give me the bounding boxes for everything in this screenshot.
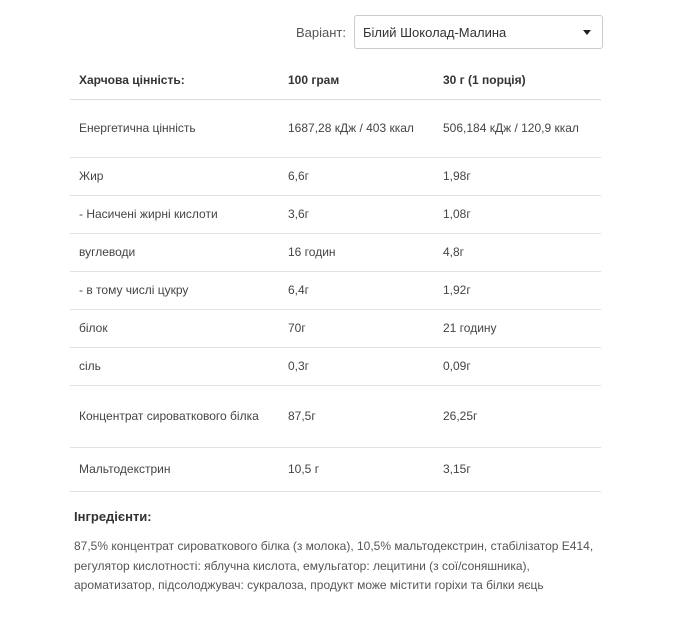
- row-per-100g: 6,6г: [279, 157, 434, 195]
- row-per-100g: 6,4г: [279, 271, 434, 309]
- variant-selected-value: Білий Шоколад-Малина: [363, 24, 507, 40]
- row-per-serving: 26,25г: [434, 385, 601, 447]
- row-name: - Насичені жирні кислоти: [70, 195, 279, 233]
- row-name: - в тому числі цукру: [70, 271, 279, 309]
- row-name: сіль: [70, 347, 279, 385]
- ingredients-title: Інгредієнти:: [74, 509, 152, 524]
- ingredients-text: 87,5% концентрат сироваткового білка (з молока), 10,5% мальтодекстрин, стабілізатор E414, регулятор кислотності: яблучна кислота, емульгатор: лецитини (з сої/соняшника), ароматизатор, підсолоджувач: сукралоза, продукт може містити горіхи та білки яєць: [74, 539, 594, 592]
- row-per-100g: 0,3г: [279, 347, 434, 385]
- table-row: [70, 233, 601, 271]
- table-row: [70, 385, 601, 447]
- row-per-100g: 16 годин: [279, 233, 434, 271]
- header-per-100g: 100 грам: [279, 61, 434, 99]
- row-per-serving: 4,8г: [434, 233, 601, 271]
- table-row: [70, 99, 601, 157]
- row-per-serving: 0,09г: [434, 347, 601, 385]
- table-row: [70, 195, 601, 233]
- variant-selector: [296, 15, 603, 49]
- table-row: [70, 309, 601, 347]
- row-per-100g: 1687,28 кДж / 403 ккал: [279, 99, 434, 157]
- nutrition-table: [70, 61, 601, 492]
- nutrition-header-row: [70, 61, 601, 99]
- table-row: [70, 347, 601, 385]
- row-name: Енергетична цінність: [70, 99, 279, 157]
- row-name: Мальтодекстрин: [70, 447, 279, 491]
- row-name: Концентрат сироваткового білка: [70, 385, 279, 447]
- header-nutrition: Харчова цінність:: [70, 61, 279, 99]
- row-name: вуглеводи: [70, 233, 279, 271]
- chevron-down-icon: [583, 30, 591, 35]
- row-per-100g: 70г: [279, 309, 434, 347]
- table-row: [70, 271, 601, 309]
- variant-dropdown[interactable]: [354, 15, 603, 49]
- row-per-serving: 1,92г: [434, 271, 601, 309]
- row-name: Жир: [70, 157, 279, 195]
- header-per-serving: 30 г (1 порція): [434, 61, 601, 99]
- row-per-serving: 3,15г: [434, 447, 601, 491]
- row-per-100g: 87,5г: [279, 385, 434, 447]
- row-per-serving: 506,184 кДж / 120,9 ккал: [434, 99, 601, 157]
- row-per-serving: 21 годину: [434, 309, 601, 347]
- row-per-serving: 1,08г: [434, 195, 601, 233]
- row-per-100g: 10,5 г: [279, 447, 434, 491]
- row-per-serving: 1,98г: [434, 157, 601, 195]
- variant-label: Варіант:: [296, 24, 346, 40]
- row-per-100g: 3,6г: [279, 195, 434, 233]
- row-name: білок: [70, 309, 279, 347]
- table-row: [70, 157, 601, 195]
- table-row: [70, 447, 601, 491]
